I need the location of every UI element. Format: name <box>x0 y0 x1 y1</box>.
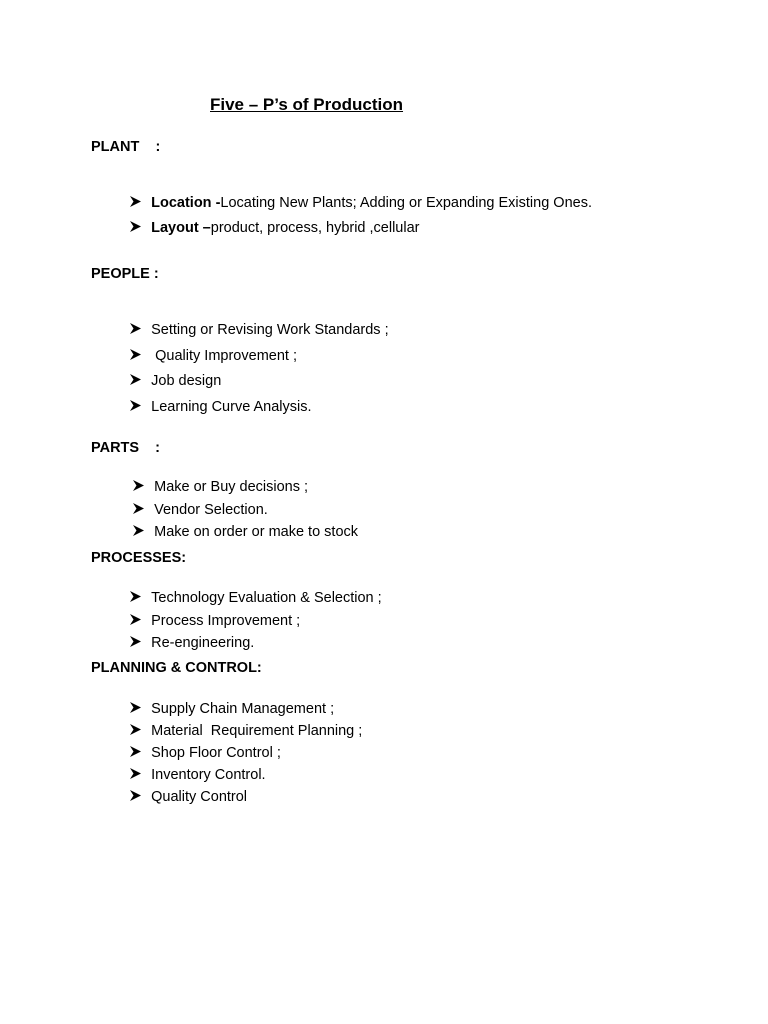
item-text: product, process, hybrid ,cellular <box>210 220 420 236</box>
item-text: Material Requirement Planning ; <box>151 723 363 739</box>
item-text: Supply Chain Management ; <box>151 701 335 717</box>
list-item <box>116 460 309 495</box>
item-text: Re-engineering. <box>151 635 255 651</box>
list-item <box>113 354 222 389</box>
item-text: Locating New Plants; Adding or Expanding Existing Ones. <box>220 195 592 211</box>
section-heading-planning-control: PLANNING & CONTROL: <box>91 660 262 676</box>
arrowhead-bullet-icon <box>129 220 142 233</box>
list-item <box>113 726 281 761</box>
list-item <box>113 380 312 415</box>
item-text: Job design <box>151 373 222 389</box>
section-heading-processes: PROCESSES: <box>91 550 187 566</box>
section-heading-parts: PARTS : <box>91 440 161 456</box>
list-item <box>113 176 592 211</box>
item-text: Make on order or make to stock <box>154 524 359 540</box>
item-text: Learning Curve Analysis. <box>151 399 312 415</box>
list-item <box>113 329 297 364</box>
arrowhead-bullet-icon <box>129 399 142 412</box>
item-text: Quality Improvement ; <box>151 348 297 364</box>
list-item <box>113 770 248 805</box>
section-heading-plant: PLANT : <box>91 139 161 155</box>
item-text: Shop Floor Control ; <box>151 745 281 761</box>
list-item <box>113 571 382 606</box>
list-item <box>113 594 301 629</box>
section-heading-people: PEOPLE : <box>91 266 159 282</box>
list-item <box>113 201 420 236</box>
item-label: Location - <box>151 195 221 211</box>
item-text: Process Improvement ; <box>151 613 301 629</box>
list-item <box>113 704 363 739</box>
item-text: Technology Evaluation & Selection ; <box>151 590 382 606</box>
page-title: Five – P’s of Production <box>210 95 404 114</box>
arrowhead-bullet-icon <box>132 524 145 537</box>
list-item <box>113 682 335 717</box>
list-item <box>113 616 255 651</box>
list-item <box>113 303 389 338</box>
list-item <box>116 483 268 518</box>
list-item <box>113 748 266 783</box>
item-text: Quality Control <box>151 789 248 805</box>
item-text: Inventory Control. <box>151 767 266 783</box>
item-text: Setting or Revising Work Standards ; <box>151 322 389 338</box>
item-text: Make or Buy decisions ; <box>154 479 309 495</box>
item-label: Layout – <box>151 220 211 236</box>
list-item <box>116 505 359 540</box>
item-text: Vendor Selection. <box>154 502 268 518</box>
arrowhead-bullet-icon <box>129 789 142 802</box>
arrowhead-bullet-icon <box>129 635 142 648</box>
